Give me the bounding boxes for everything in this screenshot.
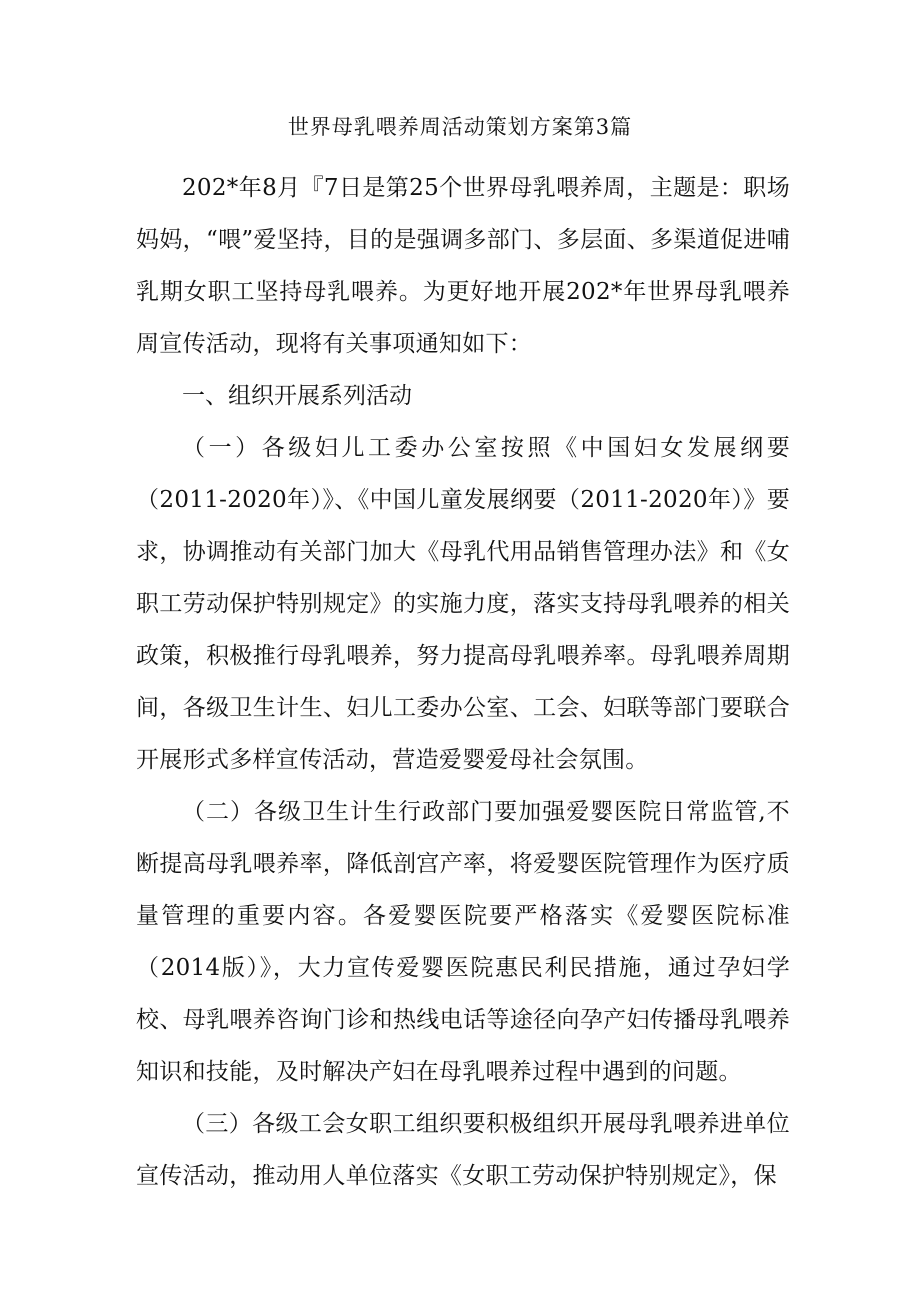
item-paragraph-1: （一）各级妇儿工委办公室按照《中国妇女发展纲要（2011-2020年）》、《中国儿童发展纲要（2011-2020年）》要求，协调推动有关部门加大《母乳代用品销售管理办法》和《女职工劳动保护特别规定》的实施力度，落实支持母乳喂养的相关政策，积极推行母乳喂养，努力提高母乳喂养率。母乳喂养周期间，各级卫生计生、妇儿工委办公室、工会、妇联等部门要联合开展形式多样宣传活动，营造爱婴爱母社会氛围。 (136, 435, 790, 773)
document-body (136, 162, 790, 1202)
item-paragraph-2: （二）各级卫生计生行政部门要加强爱婴医院日常监管,不断提高母乳喂养率，降低剖宫产率，将爱婴医院管理作为医疗质量管理的重要内容。各爱婴医院要严格落实《爱婴医院标准（2014版）》，大力宣传爱婴医院惠民利民措施，通过孕妇学校、母乳喂养咨询门诊和热线电话等途径向孕产妇传播母乳喂养知识和技能，及时解决产妇在母乳喂养过程中遇到的问题。 (136, 799, 790, 1085)
section-heading: 一、组织开展系列活动 (182, 383, 412, 409)
document-title: 世界母乳喂养周活动策划方案第3篇 (287, 115, 633, 139)
intro-paragraph: 202*年8月『7日是第25个世界母乳喂养周，主题是：职场妈妈，“喂”爱坚持，目的是强调多部门、多层面、多渠道促进哺乳期女职工坚持母乳喂养。为更好地开展202*年世界母乳喂养周宣传活动，现将有关事项通知如下： (136, 175, 790, 357)
item-paragraph-3: （三）各级工会女职工组织要积极组织开展母乳喂养进单位宣传活动，推动用人单位落实《女职工劳动保护特别规定》，保 (136, 1111, 790, 1189)
